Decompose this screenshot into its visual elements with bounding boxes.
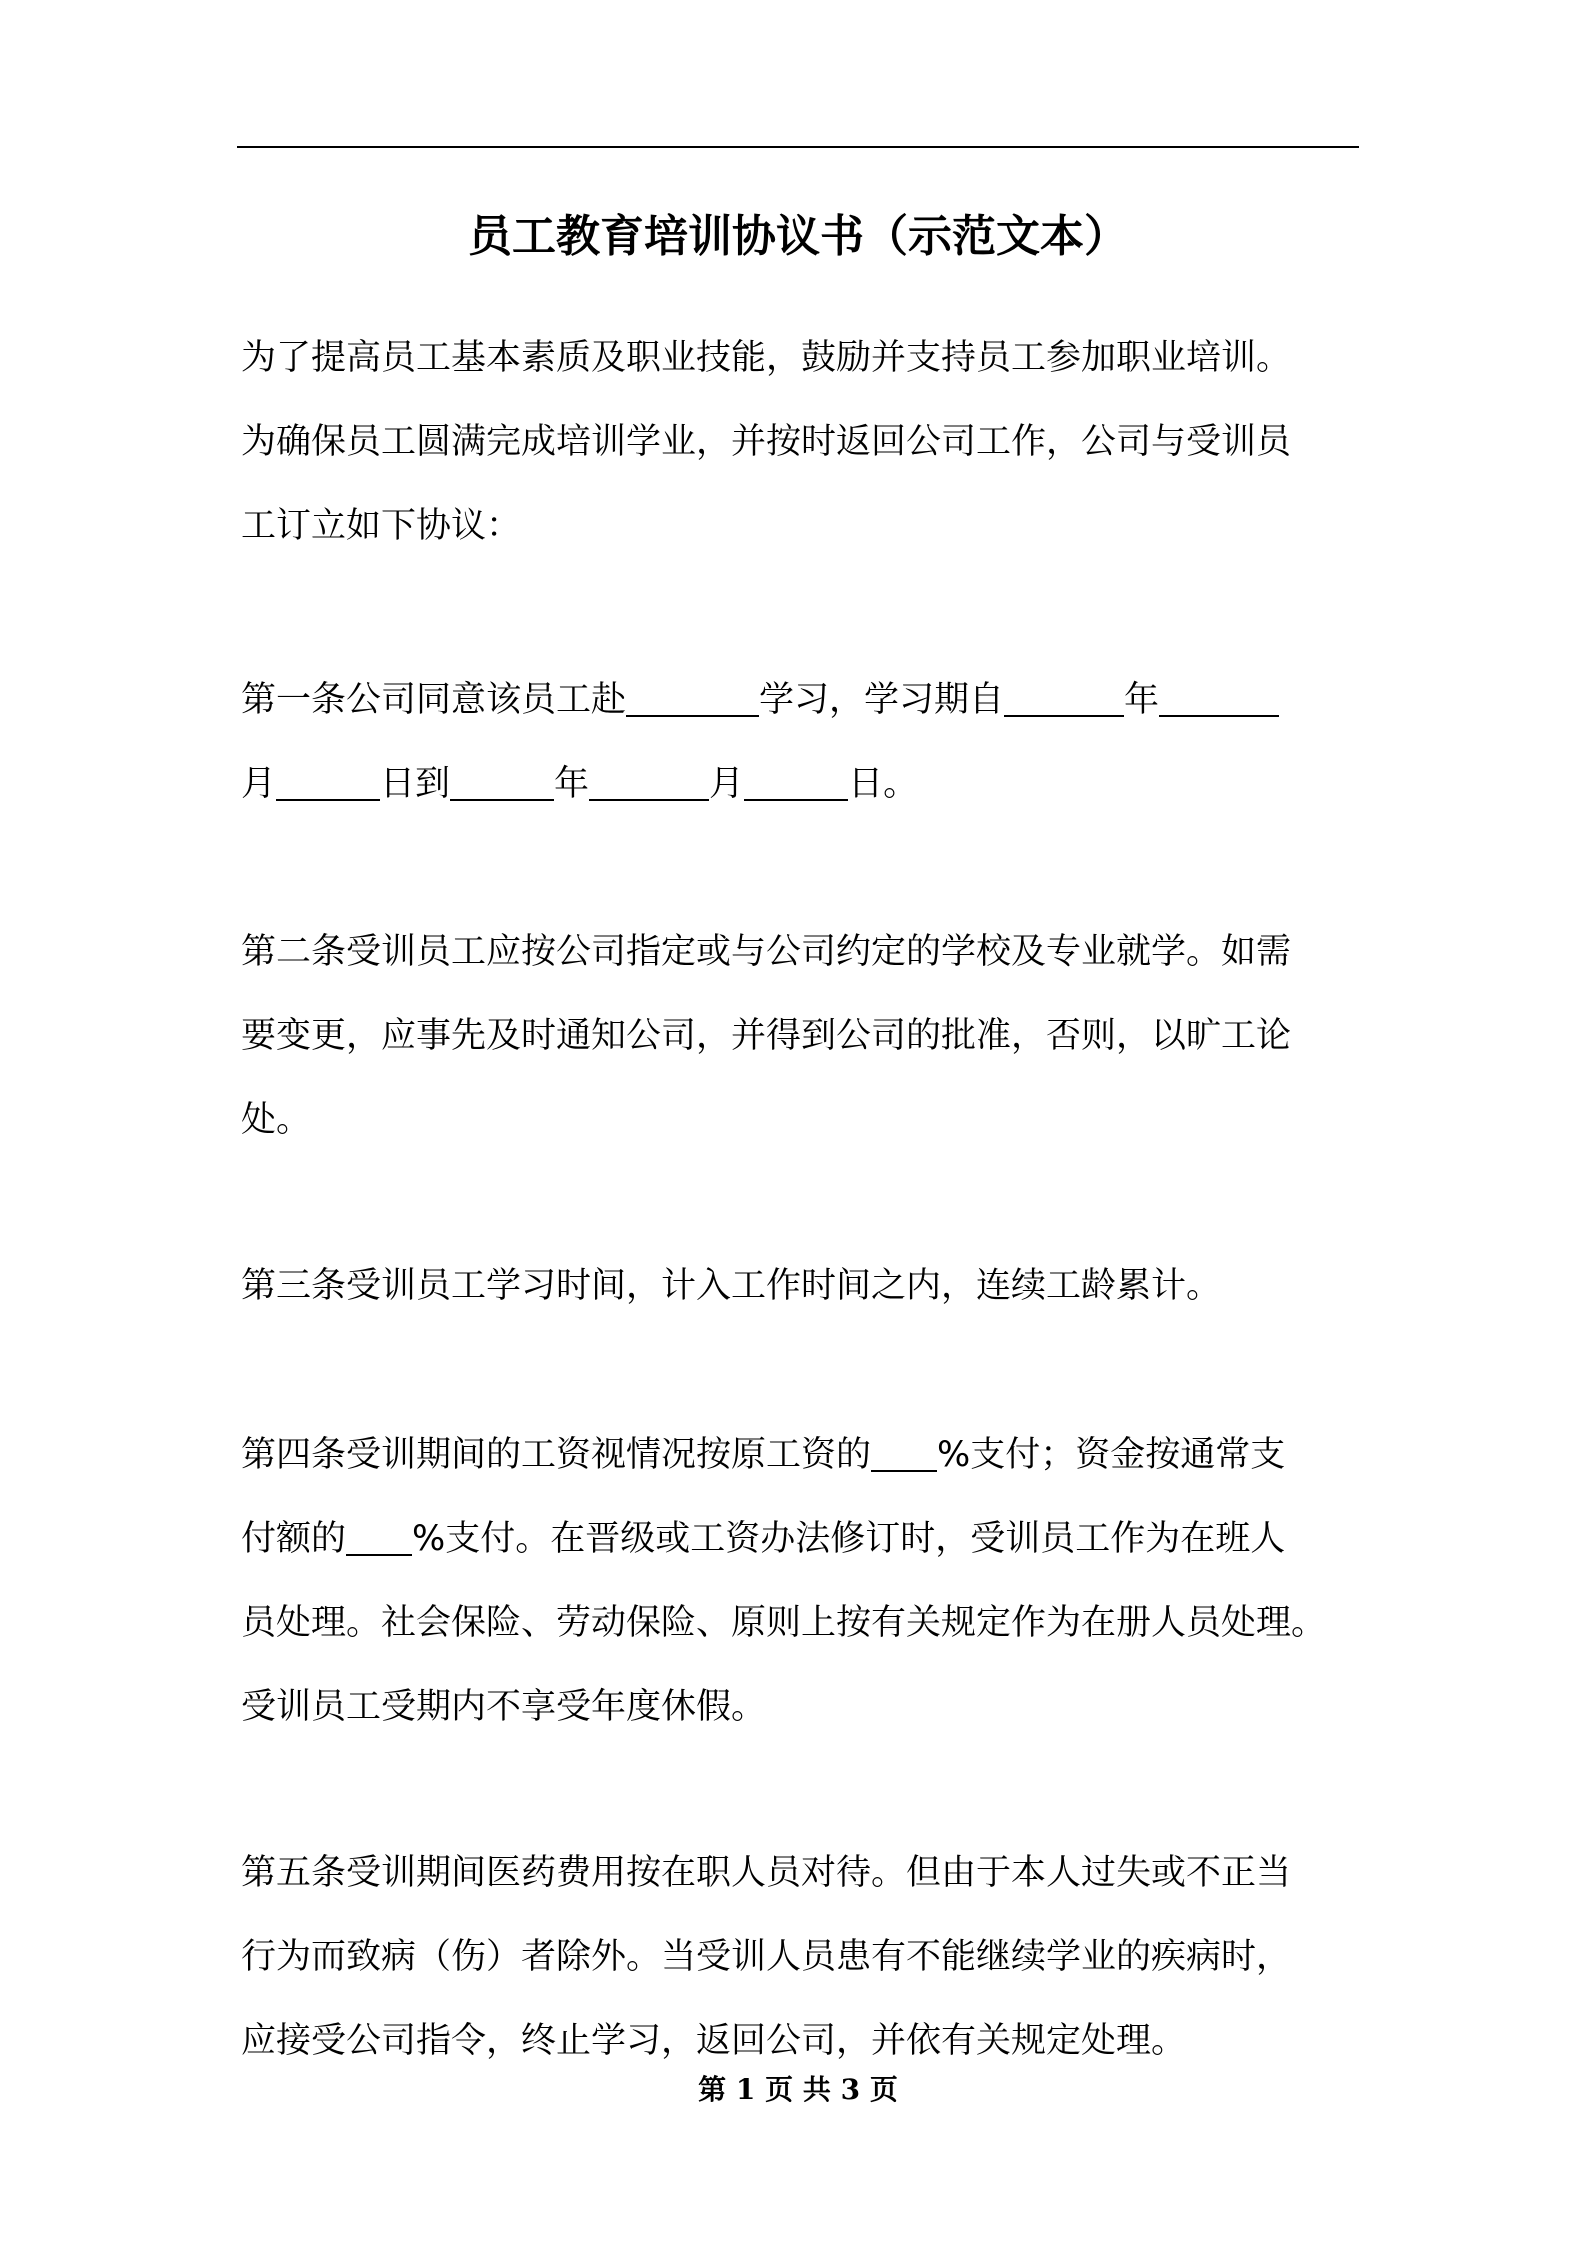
article-4-paragraph — [241, 1413, 1361, 1749]
article-4-line-3: 员处理。社会保险、劳动保险、原则上按有关规定作为在册人员处理。 — [241, 1603, 1327, 1643]
article-4-line-1 — [241, 1413, 1361, 1497]
page-number: 第 1 页 共 3 页 — [698, 2073, 898, 2106]
end-year-blank[interactable] — [450, 763, 554, 801]
article-5-line: 应接受公司指令，终止学习，返回公司，并依有关规定处理。 — [241, 2021, 1187, 2061]
article-1-line-1 — [241, 658, 1361, 742]
intro-line: 工订立如下协议： — [241, 506, 522, 546]
article-5-paragraph — [241, 1831, 1361, 2083]
article-2-paragraph — [241, 910, 1361, 1162]
document-title: 员工教育培训协议书（示范文本） — [468, 211, 1128, 262]
article-5-line: 行为而致病（伤）者除外。当受训人员患有不能继续学业的疾病时， — [241, 1937, 1292, 1977]
article-2-line: 处。 — [241, 1100, 312, 1140]
article-1-text: 日。 — [848, 764, 919, 804]
article-4-text: 付额的 — [241, 1519, 347, 1559]
article-2-line: 要变更，应事先及时通知公司，并得到公司的批准，否则，以旷工论 — [241, 1016, 1292, 1056]
article-3-paragraph — [241, 1244, 1361, 1328]
article-1-text: 月 — [241, 764, 277, 804]
start-day-blank[interactable] — [276, 763, 380, 801]
salary-percent-blank[interactable] — [871, 1434, 937, 1472]
article-1-text: 月 — [709, 764, 745, 804]
start-year-blank[interactable] — [1004, 679, 1124, 717]
intro-line: 为确保员工圆满完成培训学业，并按时返回公司工作，公司与受训员 — [241, 422, 1292, 462]
article-4-line-4: 受训员工受期内不享受年度休假。 — [241, 1687, 767, 1727]
article-5-line: 第五条受训期间医药费用按在职人员对待。但由于本人过失或不正当 — [241, 1853, 1292, 1893]
article-4-line-2 — [241, 1497, 1361, 1581]
article-1-text: 年 — [554, 764, 590, 804]
end-month-blank[interactable] — [589, 763, 709, 801]
bonus-percent-blank[interactable] — [346, 1518, 412, 1556]
article-1-text: 第一条公司同意该员工赴 — [241, 680, 627, 720]
article-4-text: %支付。在晋级或工资办法修订时，受训员工作为在班人 — [412, 1519, 1286, 1559]
article-3-line: 第三条受训员工学习时间，计入工作时间之内，连续工龄累计。 — [241, 1266, 1222, 1306]
article-1-text: 日到 — [380, 764, 451, 804]
header-rule — [237, 146, 1359, 148]
article-4-text: 第四条受训期间的工资视情况按原工资的 — [241, 1435, 872, 1475]
article-1-paragraph — [241, 658, 1361, 826]
intro-line: 为了提高员工基本素质及职业技能，鼓励并支持员工参加职业培训。 — [241, 338, 1292, 378]
start-month-blank[interactable] — [1159, 679, 1279, 717]
article-1-line-2 — [241, 742, 1361, 826]
article-1-text: 学习，学习期自 — [759, 680, 1005, 720]
intro-paragraph — [241, 316, 1361, 568]
article-1-text: 年 — [1124, 680, 1160, 720]
article-2-line: 第二条受训员工应按公司指定或与公司约定的学校及专业就学。如需 — [241, 932, 1292, 972]
end-day-blank[interactable] — [744, 763, 848, 801]
study-location-blank[interactable] — [626, 679, 759, 717]
article-4-text: %支付；资金按通常支 — [937, 1435, 1286, 1475]
